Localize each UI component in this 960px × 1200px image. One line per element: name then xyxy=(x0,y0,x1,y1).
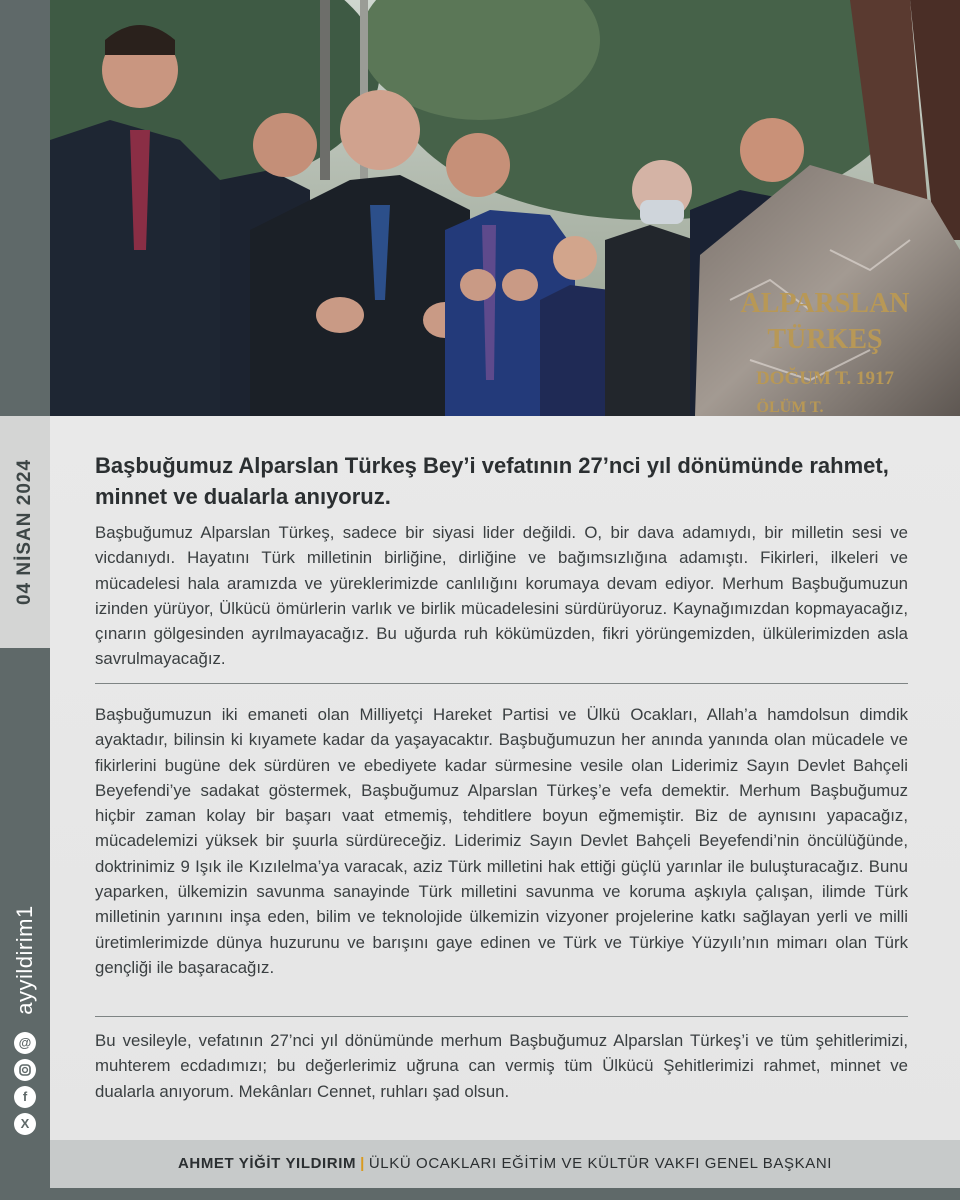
threads-icon[interactable]: @ xyxy=(14,1032,36,1054)
footer-separator: | xyxy=(360,1155,365,1172)
gravestone-line4: ÖLÜM T. xyxy=(756,399,824,416)
gravestone-line1: ALPARSLAN xyxy=(740,288,910,319)
facebook-icon[interactable]: f xyxy=(14,1086,36,1108)
instagram-icon[interactable] xyxy=(14,1059,36,1081)
x-icon[interactable]: X xyxy=(14,1113,36,1135)
paragraph-1: Başbuğumuz Alparslan Türkeş, sadece bir siyasi lider değildi. O, bir dava adamıydı, bir milletin sesi ve vicdanıydı. Hayatını Türk milletinin birliğine, dirliğine ve bağımsızlığına adamıştı. Fikirleri, ilkeleri ve mücadelesi hala aramızda ve yüreklerimizde canlılığını korumaya devam ediyor. Merhum Başbuğumuzun izinden yürüyor, Ülkücü ömürlerin varlık ve birlik mücadelesini sürdürüyoruz. Kaynağımızdan kopmayacağız, çınarın gölgesinden ayrılmayacağız. Bu uğurda ruh kökümüzden, fikri yörüngemizden, ülkülerimizden asla savrulmayacağız. xyxy=(95,523,908,669)
date-label: 04 NİSAN 2024 xyxy=(14,458,35,606)
social-handle[interactable]: ayyildirim1 xyxy=(12,905,37,1015)
headline: Başbuğumuz Alparslan Türkeş Bey’i vefatının 27’nci yıl dönümünde rahmet, minnet ve dualarla anıyoruz. xyxy=(95,453,889,509)
photo-illustration xyxy=(50,0,960,416)
divider-1 xyxy=(95,683,908,684)
author-name: AHMET YİĞİT YILDIRIM xyxy=(177,1155,357,1172)
divider-2 xyxy=(95,1016,908,1017)
paragraph-2: Başbuğumuzun iki emaneti olan Milliyetçi Hareket Partisi ve Ülkü Ocakları, Allah’a hamdolsun dimdik ayaktadır, bilinsin ki kıyamete kadar da yaşayacaktır. Başbuğumuzun her anında yanında olan mücadele ve fikirlerini bugüne dek sürdüren ve ebediyete kadar sürmesine vesile olan Liderimiz Sayın Devlet Bahçeli Beyefendi’ye sadakat göstermek, Başbuğumuz Alparslan Türkeş’e vefa demektir. Merhum Başbuğumuz hiçbir zaman kolay bir başarı vaat etmemiş, tehditlere boyun eğmemiştir. Biz de aynısını yapacağız, mücadelemizi yüksek bir şuurla sürdüreceğiz. Liderimiz Sayın Devlet Bahçeli Beyefendi’nin öncülüğünde, doktrinimiz 9 Işık ile Kızılelma’ya varacak, aziz Türk milletini hak ettiği güçlü yarınlar ile buluşturacağız. Bunu yaparken, ülkemizin savunma sanayinde Türk milletini savunma ve koruma aşkıyla çalışan, ilimde Türk milletinin yarınını inşa eden, bilim ve teknolojide ülkemizin vizyoner projelerine katkı sağlayan yerli ve milli üretimlerimizde dünya huzurunu ve barışını gaye edinen ve Türk ve Türkiye Yüzyılı’nın mimarı olan Türk gençliği ile başaracağız. xyxy=(95,705,908,977)
bottom-strip xyxy=(0,1188,960,1200)
message-panel xyxy=(50,416,960,1140)
gravestone-line3: DOĞUM T. 1917 xyxy=(755,368,895,389)
paragraph-3: Bu vesileyle, vefatının 27’nci yıl dönümünde merhum Başbuğumuz Alparslan Türkeş’i ve tüm şehitlerimizi, muhterem ecdadımızı; bu değerlerimiz uğruna can vermiş tüm Ülkücü Şehitlerimizi rahmet, minnet ve dualarla anıyorum. Mekânları Cennet, ruhları şad olsun. xyxy=(95,1031,908,1101)
signature-footer xyxy=(50,1140,960,1188)
gravestone-line2: TÜRKEŞ xyxy=(767,324,883,355)
author-title: ÜLKÜ OCAKLARI EĞİTİM VE KÜLTÜR VAKFI GENEL BAŞKANI xyxy=(368,1155,833,1172)
memorial-photo xyxy=(50,0,960,416)
